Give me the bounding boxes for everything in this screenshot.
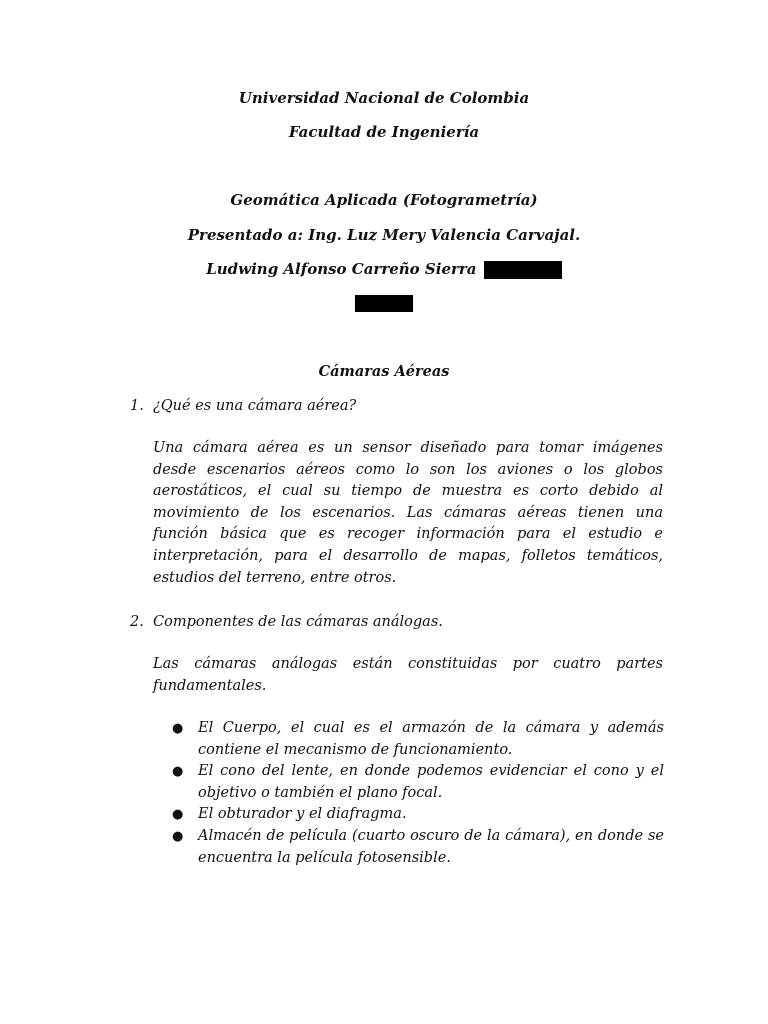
redaction-bar xyxy=(355,295,413,312)
presented-to: Presentado a: Ing. Luz Mery Valencia Carvajal. xyxy=(187,226,581,244)
item-question: ¿Qué es una cámara aérea? xyxy=(153,398,357,414)
item-paragraph: Las cámaras análogas están constituidas por cuatro partes fundamentales. xyxy=(153,656,663,694)
course-name: Geomática Aplicada (Fotogrametría) xyxy=(230,191,538,209)
list-item-text: El obturador y el diafragma. xyxy=(198,806,407,823)
redaction-bar xyxy=(484,261,562,279)
list-item xyxy=(172,761,664,804)
list-item xyxy=(172,718,664,761)
university-name: Universidad Nacional de Colombia xyxy=(238,89,530,107)
author-line xyxy=(0,259,768,279)
bullet-icon: ● xyxy=(172,764,184,780)
item-paragraph: Una cámara aérea es un sensor diseñado para tomar imágenes desde escenarios aéreos como lo son los aviones o los globos aerostáticos, el cual su tiempo de muestra es corto debido al movimiento de los escenarios. Las cámaras aéreas tienen una función básica que es recoger información para el estudio e interpretación, para el desarrollo de mapas, folletos temáticos, estudios del terreno, entre otros. xyxy=(153,440,663,586)
list-item xyxy=(172,804,664,826)
item-question: Componentes de las cámaras análogas. xyxy=(153,614,443,630)
bullet-icon: ● xyxy=(172,828,184,844)
faculty-name: Facultad de Ingeniería xyxy=(288,123,480,141)
bullet-icon: ● xyxy=(172,721,184,736)
list-item-text: El Cuerpo, el cual es el armazón de la cámara y además contiene el mecanismo de funcionamiento. xyxy=(198,720,664,758)
bullet-icon: ● xyxy=(172,807,184,823)
list-item xyxy=(172,826,664,869)
item-number: 1. xyxy=(130,398,144,414)
bullet-list xyxy=(172,718,664,869)
author-name: Ludwing Alfonso Carreño Sierra xyxy=(206,260,477,278)
list-item-text: El cono del lente, en donde podemos evidenciar el cono y el objetivo o también el plano focal. xyxy=(198,763,664,801)
item-number: 2. xyxy=(130,614,144,630)
list-item-text: Almacén de película (cuarto oscuro de la cámara), en donde se encuentra la película fotosensible. xyxy=(198,827,664,866)
section-title: Cámaras Aéreas xyxy=(318,363,450,380)
